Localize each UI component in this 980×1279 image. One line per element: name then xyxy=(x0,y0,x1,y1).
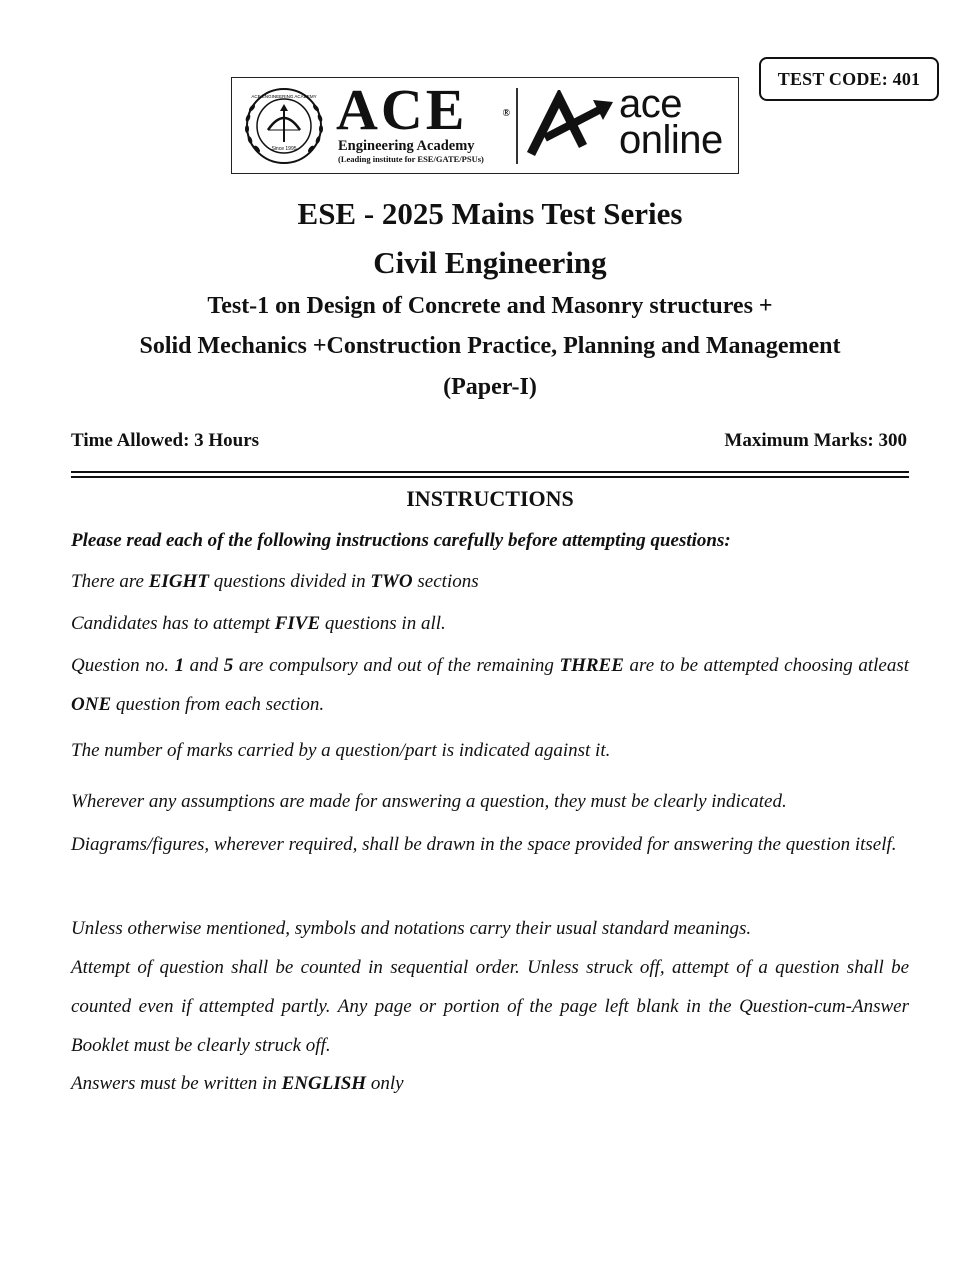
page-title: ESE - 2025 Mains Test Series xyxy=(297,196,683,231)
logo-divider xyxy=(516,88,518,164)
paper-label: (Paper-I) xyxy=(443,374,537,400)
test-subtitle-line1: Test-1 on Design of Concrete and Masonry structures + xyxy=(207,293,773,319)
intro-text: Please read each of the following instructions carefully before attempting questions: xyxy=(71,530,731,551)
divider-rule-top xyxy=(71,471,909,473)
registered-mark: ® xyxy=(502,108,510,119)
instruction-item: Diagrams/figures, wherever required, shall be drawn in the space provided for answering the question itself. xyxy=(71,834,897,855)
ace-word: ACE xyxy=(336,77,468,142)
ace-online-wordmark xyxy=(619,82,723,162)
instruction-item: Unless otherwise mentioned, symbols and notations carry their usual standard meanings. xyxy=(71,918,752,939)
instruction-item: There are EIGHT questions divided in TWO sections xyxy=(71,571,479,592)
discipline-title: Civil Engineering xyxy=(373,245,607,280)
seal-ring-text: ACE ENGINEERING ACADEMY xyxy=(251,94,317,99)
maximum-marks: Maximum Marks: 300 xyxy=(724,430,907,451)
seal-year: Since 1995 xyxy=(271,146,297,152)
academy-tagline: (Leading institute for ESE/GATE/PSUs) xyxy=(338,154,484,164)
divider-rule-bottom xyxy=(71,476,909,478)
logo-banner xyxy=(231,77,739,174)
instruction-item: The number of marks carried by a question/part is indicated against it. xyxy=(71,740,611,761)
instruction-item: Candidates has to attempt FIVE questions in all. xyxy=(71,613,446,634)
online-brand-line2: online xyxy=(619,118,723,162)
instructions-intro xyxy=(71,521,909,560)
instruction-item: Answers must be written in ENGLISH only xyxy=(71,1073,404,1094)
academy-seal-logo xyxy=(238,86,330,166)
test-code-box xyxy=(759,57,939,101)
time-allowed: Time Allowed: 3 Hours xyxy=(71,430,260,451)
instruction-item: Question no. 1 and 5 are compulsory and out of the remaining THREE are to be attempted choosing atleast ONE question from each section. xyxy=(71,655,910,715)
instruction-item: Wherever any assumptions are made for answering a question, they must be clearly indicated. xyxy=(71,791,787,812)
instructions-heading: INSTRUCTIONS xyxy=(406,486,574,511)
instruction-item: Attempt of question shall be counted in sequential order. Unless struck off, attempt of a question shall be counted even if attempted partly. Any page or portion of the page left blank in the Question-cum-Answer Booklet must be clearly struck off. xyxy=(71,957,909,1056)
ace-wordmark xyxy=(336,77,510,164)
academy-name: Engineering Academy xyxy=(338,138,475,154)
test-subtitle-line2: Solid Mechanics +Construction Practice, Planning and Management xyxy=(139,333,841,359)
test-code: TEST CODE: 401 xyxy=(777,68,921,89)
ace-online-arrow-icon xyxy=(525,90,617,160)
online-brand-line1: ace xyxy=(619,82,682,126)
